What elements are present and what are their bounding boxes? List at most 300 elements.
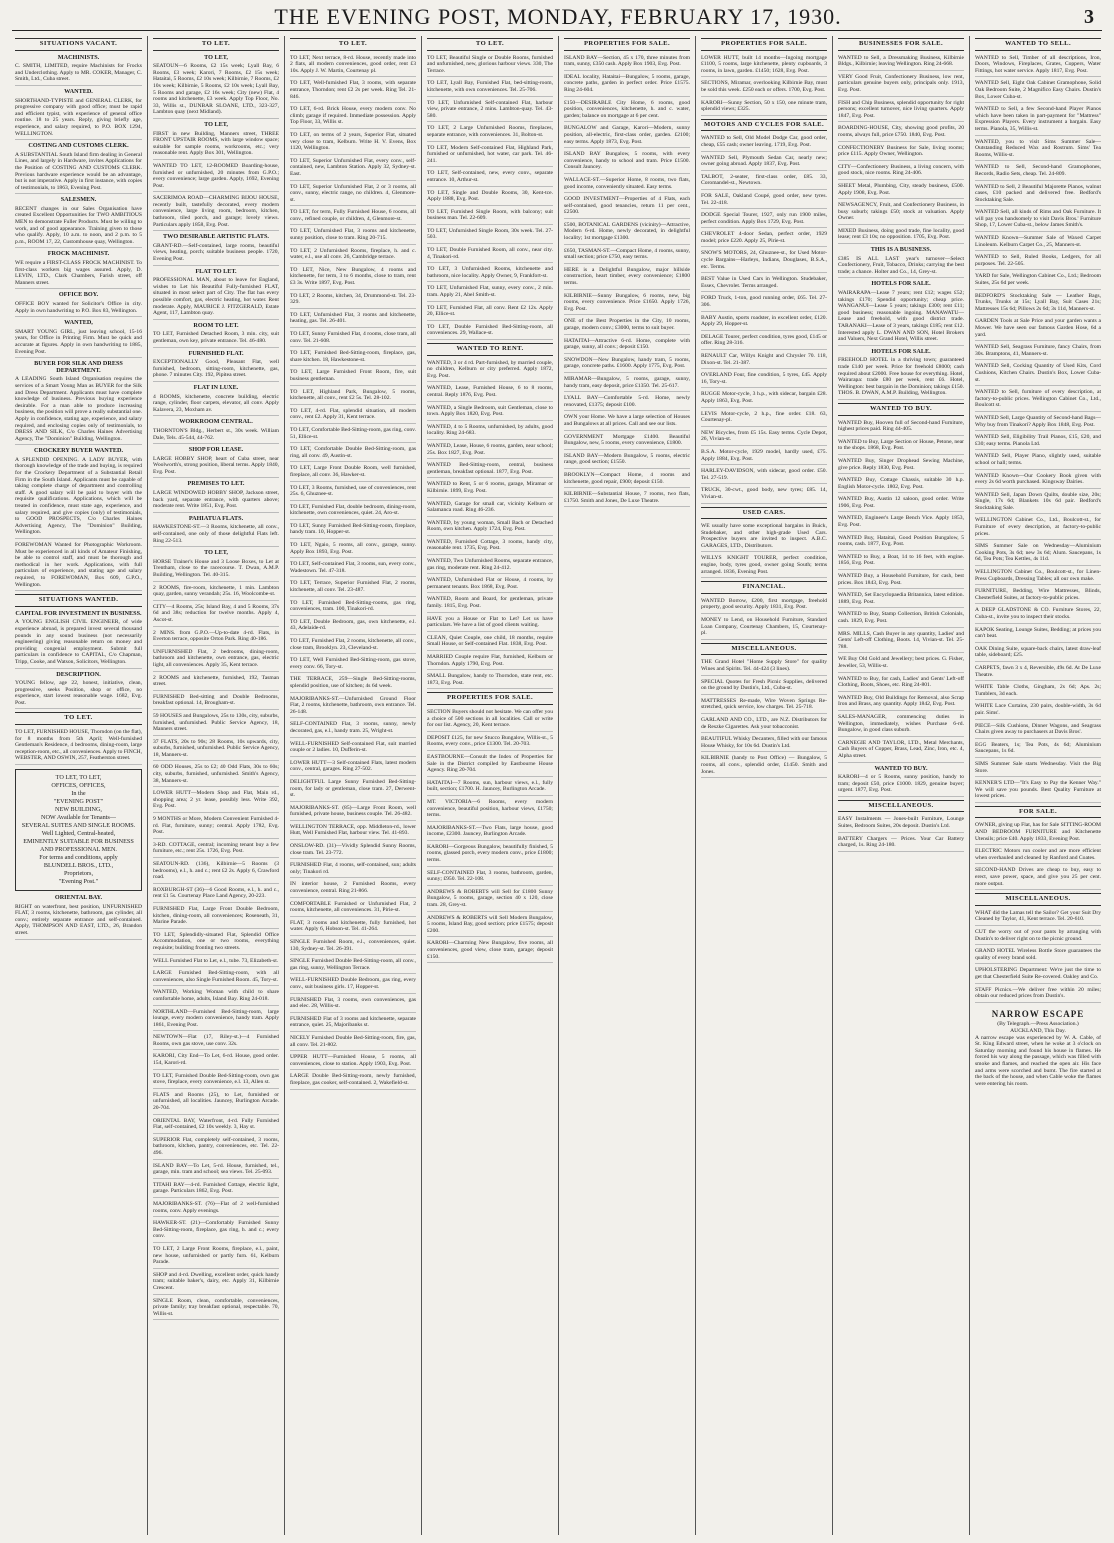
classified-ad (153, 713, 279, 736)
classified-ad (290, 1035, 416, 1051)
ad-text: WANTED Sell, Plymouth Sedan Car, nearly new; owner going abroad. Apply 1837, Evg. Post. (701, 154, 827, 168)
classified-ad (153, 1272, 279, 1295)
ad-text: WELL-FURNISHED Double Bedroom, gas ring, every conv., suit business girls. 17, Hopper-st. (290, 977, 416, 990)
ad-text: WANTED to Buy, Stamp Collection, British Colonials, cash. 1829, Evg. Post. (838, 611, 964, 624)
classified-ad (15, 197, 142, 248)
classified-ad (701, 334, 827, 350)
classified-ad (427, 501, 553, 517)
ad-text: TO LET, FURNISHED HOUSE, Thorndon (on the flat), for 8 months from 5th April; Well-furnished Gentleman's Residence, 4 bedrooms, dining-room, large reception-room, etc., all conveniences. Apply to FINCH, WEBSTER, AND OSWIN, 257, Featherston street. (15, 729, 142, 762)
classified-ad (838, 183, 964, 199)
ad-text: ISLAND BAY—To Let, 5-rd. House, furnished, tel., garage, min. tram and school; sea views. Tel. 25-093. (153, 1162, 279, 1176)
classified-ad (975, 627, 1101, 643)
classified-ad (564, 472, 690, 488)
ad-text: WANTED Buy, Singer Drophead Sewing Machine, give price. Reply 1830, Evg. Post. (838, 457, 964, 471)
classified-ad (975, 492, 1101, 515)
classified-ad (701, 698, 827, 714)
ad-text: WE Buy Old Gold and Jewellery; best prices. G. Fisher, Jeweller, 53, Willis-st. (838, 656, 964, 669)
ad-text: IDEAL locality, Hataitai—Bungalow, 5 rooms, garage, concrete paths, garden in perfect order. Price £1575. Ring 24-604. (564, 73, 690, 93)
ad-text: WELL-FURNISHED Self-contained Flat, suit married couple or 2 ladies. 10, Dufferin-st. (290, 740, 416, 754)
classified-ad (838, 228, 964, 244)
classified-ad (153, 385, 279, 416)
classified-ad (975, 822, 1101, 845)
classified-ad (975, 517, 1101, 540)
classified-ad (15, 729, 142, 765)
ad-text: TO LET, Next terrace, 8-rd. House, recently made into 2 flats, all modern conveniences, good order, rent £3 10s. Apply J. W. Martin, Courtenay pl. (290, 54, 416, 74)
classified-ad (290, 389, 416, 405)
classified-ad (701, 755, 827, 778)
ad-text: WANTED Sell, all kinds of Rims and Oak Furniture. It will pay you handsomely to visit Davis Bros.' Furniture Shop, 17, Lower Cuba-st., below James Smith's. (975, 209, 1101, 229)
classified-ad (427, 125, 553, 141)
ad-text: TO LET, 2 Large Unfurnished Rooms, fireplaces, separate entrance, with conveniences. 31, Bolton-st. (427, 125, 553, 138)
classified-ad (427, 80, 553, 96)
classified-ad (975, 987, 1101, 1003)
ad-text: WELL Furnished Flat to Let, e.l., tube. 73, Elizabeth-st. (153, 957, 279, 964)
classified-ad (838, 100, 964, 123)
classified-ad (564, 318, 690, 334)
ad-text: UPPER HUTT—Furnished House, 5 rooms, all conveniences, close to station. Apply 1903, Evg. Post. (290, 1054, 416, 1067)
ad-text: WANTED to Sell, 2 Beautiful Majorette Pianos, walnut cases, £10 packed and delivered free. Bedford's Stocktaking Sale. (975, 183, 1101, 203)
classified-ad (701, 411, 827, 427)
ad-text: LOWER HUTT—3 Self-contained Flats, latest modern conv., central, garages. Ring 27-502. (290, 759, 416, 773)
ad-heading: WORKROOM CENTRAL. (179, 418, 253, 426)
ad-text: TO LET, 2 Unfurnished Rooms, fireplace, h. and c. water, e.l., use all conv. 26, Cambridge terrace. (290, 247, 416, 261)
ad-text: SEATOUN—6 Rooms, £2 15s week; Lyall Bay, 6 Rooms, £3 week; Karori, 7 Rooms, £2 15s week; Hataitai, 5 Rooms, £2 10s week; Kilbirnie, 7 Rooms, £2 10s week; Kilbirnie, 5 Rooms, £2 10s week; Lyall Bay, 5 Rooms and garage, £2 16s week; City (new) Flat, 4 rooms and kitchenette, £3 week. Apply Top Floor, No. 33, Willis st., DUNBAR SLOANE, LTD., 323-327, Lambton quay (next Midland). (153, 63, 279, 116)
classified-ad (564, 357, 690, 373)
ad-text: C. SMITH, LIMITED, require Machinists for Frocks and Underclothing. Apply to MR. COKER, Manager, C. Smith, Ltd., Cuba street. (15, 63, 142, 83)
classified-ad (975, 55, 1101, 78)
section-heading: TO LET. (15, 712, 142, 725)
section-heading: BUSINESSES FOR SALE. (838, 38, 964, 51)
classified-ad (290, 977, 416, 993)
ad-text: LARGE Furnished Bed-Sitting-room, with all conveniences, also Single Furnished Room. 45, Tory-st. (153, 970, 279, 983)
ad-text: TO LET, Furnished Bed-Sitting-rooms, gas ring, conveniences, tram. 100, Tinakori-rd. (290, 599, 416, 613)
classified-ad (153, 1009, 279, 1032)
ad-text: PROFESSIONAL MAN, about to leave for England, wishes to Let his Beautiful Fully-furnished FLAT, situated in most select part of City. The flat has every possible comfort, gas, electric heating, hot water. Rent moderate. Apply, MAURICE J. FITZGERALD, Estate Agent, 117, Lambton quay. (153, 277, 279, 317)
classified-ad (153, 906, 279, 929)
classified-ad (701, 717, 827, 733)
masthead-title: THE EVENING POST, MONDAY, FEBRUARY 17, 1930. (274, 4, 842, 29)
classified-ad (153, 816, 279, 839)
ad-text: NEWSAGENCY, Fruit, and Confectionery Business, in busy suburb; takings £50; stock at valuation. Apply Owner. (838, 202, 964, 222)
classified-ad (153, 764, 279, 787)
classified-ad (427, 55, 553, 78)
classified-ad (427, 424, 553, 440)
ad-text: TO LET, Furnished Flat, 2 rooms, kitchenette, all conv., close tram, Brooklyn. 23, Cleveland-st. (290, 638, 416, 651)
classified-ad (975, 929, 1101, 945)
classified-ad (153, 55, 279, 119)
classified-ad (975, 473, 1101, 489)
ad-text: TO LET, Unfurnished Flat, 3 rooms and kitchenette, sunny position, close to tram. Ring 20-715. (290, 228, 416, 242)
classified-ad (838, 420, 964, 436)
ad-heading: TO LET, (204, 549, 228, 557)
ad-text: FREEHOLD HOTEL in a thriving town; guaranteed trade £140 per week. Price for freehold £8000; cash required about £2000. Free house for everything. Hotel, Wairarapa: trade £80 per week, rent £6. Hotel, Wellington: best bargain in the Dominion; takings £150. THOS. B. DWAN, A.M.P. Building, Wellington. (838, 357, 964, 397)
classified-ad (975, 254, 1101, 270)
ad-text: SNOW'S MOTORS, 24, Ghuznee-st., for Used Motor-cycle Bargains—Harleys, Indians, Douglases, B.S.A., etc. Terms. (701, 250, 827, 270)
ad-heading: CAPITAL FOR INVESTMENT IN BUSINESS. (15, 609, 142, 617)
ad-text: HAWKESTONE-ST.—3 Rooms, kitchenette, all conv., self-contained, one only of those delightful Flats left. Ring 22-513. (153, 524, 279, 544)
classified-ad (290, 158, 416, 181)
ad-text: LOWER HUTT, built 14 months—Ingoing mortgage £1100, 5 rooms, large kitchenette, plenty cupboards, 3 rooms, in lawn, garden. £1450; 1628, Evg. Post. (701, 54, 827, 74)
ad-text: FURNISHED Flat of 3 rooms and kitchenette, separate entrance, quiet. 25, Majoribanks st. (290, 1015, 416, 1029)
classified-ad (153, 516, 279, 547)
classified-ad (838, 349, 964, 400)
classified-ad (564, 151, 690, 174)
classified-ad (427, 654, 553, 670)
ad-text: FURNITURE, Bedding, Wire Mattresses, Blinds, Chesterfield Suites, at factory-to-public prices. (975, 588, 1101, 601)
ad-text: VERY Good Fruit, Confectionery Business, low rent, particulars genuine buyers only, principals only. 1913, Evg. Post. (838, 73, 964, 93)
ad-text: OWNER, giving up Flat, has for Sale SITTING-ROOM AND BEDROOM FURNITURE and Kitchenette Utensils; price £40. Apply 1833, Evening Post. (975, 822, 1101, 842)
ad-text: SNOWDON—New Bungalow, handy tram, 5 rooms, garage, concrete paths. £1600. Apply 1775, Evg. Post. (564, 356, 690, 370)
ad-text: B.S.A. Motor-cycle, 1929 model, hardly used, £75. Apply 1884, Evg. Post. (701, 448, 827, 462)
classified-ad (701, 679, 827, 695)
classified-ad (701, 193, 827, 209)
ad-text: EXCEPTIONALLY Good, Pleasant Flat, well furnished, bedroom, sitting-room, kitchenette, gas, phone. 7 minutes City. 192, Pipitea street. (153, 359, 279, 379)
ad-text: TO LET, Superior Unfurnished Flat, 2 or 3 rooms, all conv., sunny, electric range, no children. 4, Glenmore-st. (290, 183, 416, 203)
ad-heading: TWO DESIRABLE ARTISTIC FLATS. (163, 233, 269, 241)
ad-text: WANTED to Buy, Large Section or House, Petone, near to the shops. 1868, Evg. Post. (838, 438, 964, 452)
section-heading: SITUATIONS WANTED. (15, 594, 142, 607)
ad-text: £150—DESIRABLE City Home, 6 rooms, good position, conveniences, kitchenette, h. and c. water, garden; balance on mortgage at 6 per cent. (564, 99, 690, 119)
classified-ad (975, 139, 1101, 162)
ad-text: WANTED to Sell, Old Model Dodge Car, good order, cheap, £55 cash; owner leaving. 1719, Evg. Post. (701, 135, 827, 148)
classified-ad (153, 447, 279, 478)
ad-text: KARORI—Sunny Section, 50 x 150, one minute tram, splendid views; £325. (701, 99, 827, 113)
classified-ad (427, 673, 553, 689)
classified-ad (427, 799, 553, 822)
box-line: In the (71, 790, 86, 798)
ad-text: DODGE Special Tourer, 1927, only run 1900 miles, perfect condition. Apply Box 1729, Evg. Post. (701, 212, 827, 225)
ad-text: WANTED Sell, Eight Oak Cabinet Gramophone, Solid Oak Bedroom Suite, 2 Magnifico Easy Chairs. Dustin's Box, Lower Cuba-st. (975, 80, 1101, 100)
section-heading: FINANCIAL. (701, 581, 827, 594)
box-line: OFFICES, OFFICES, (51, 782, 106, 790)
column-2 (147, 36, 284, 1535)
ad-text: FOREWOMAN Wanted for Photographic Workroom. Must be experienced in all kinds of Amateur Finishing, be able to control staff, and must be thorough and methodical in her work. Applications, with full particulars of experience, and stating age and salary required, to FOREWOMAN, Box 609, G.P.O., Wellington. (15, 542, 142, 588)
ad-text: SEATOUN-RD. (136), Kilbirnie—5 Rooms (3 bedrooms), e.l., h. and c.; rent £2 2s. Apply 6, Crawford road. (153, 861, 279, 881)
classified-ad (564, 395, 690, 411)
box-line: BLUNDELL BROS., LTD., (43, 862, 114, 870)
ad-text: EGG Beaters, 1s; Tea Pots, 4s 6d; Aluminium Saucepans, 1s 6d. (975, 741, 1101, 755)
section-heading: MISCELLANEOUS. (975, 893, 1101, 906)
ad-text: KARORI—Gorgeous Bungalow, beautifully finished, 5 rooms, glassed porch, every modern conv., price £1800; terms. (427, 843, 553, 864)
ad-text: WILLYS KNIGHT TOURER, perfect condition, engine, body, tyres good, owner going South; terms arranged. 1836, Evening Post. (701, 555, 827, 575)
section-heading: MISCELLANEOUS. (838, 800, 964, 813)
classified-ad (153, 989, 279, 1005)
ad-text: WANTED, Room and Board, for gentleman, private family. 1815, Evg. Post. (427, 596, 553, 610)
classified-ad (15, 143, 142, 194)
ad-text: WANTED TO LET, 12-ROOMED Boarding-house, furnished or unfurnished, 20 minutes from G.P.O.; every convenience; large garden. Apply, 1692, Evening Post. (153, 162, 279, 189)
classified-ad (427, 405, 553, 421)
ad-text: GOOD INVESTMENT—Properties of 4 Flats, each self-contained, good tenancies, return 11 per cent., £2500. (564, 196, 690, 216)
ad-text: YARD for Sale, Wellington Cabinet Co., Ltd.; Bedroom Suites, 25s 6d per week. (975, 273, 1101, 287)
ad-text: DELAGE Tourer, perfect condition, tyres good, £145 or offer. Ring 28-316. (701, 333, 827, 347)
classified-ad (838, 515, 964, 531)
ad-heading: OFFICE BOY. (58, 291, 99, 299)
ad-text: ROXBURGH-ST (36)—6 Good Rooms, e.l., h. and c., rent £1 5s. Courtenay Place Land Agency, 20-223. (153, 886, 279, 900)
classified-ad (290, 293, 416, 309)
ad-text: HAWKER-ST. (21)—Comfortably Furnished Sunny Bed-Sitting-room, fireplace, gas ring, h. and c.; every conv. (153, 1220, 279, 1240)
classified-ad (15, 292, 142, 317)
ad-text: A DEEP GLADSTONE & CO. Furniture Stores, 22, Cuba-st., invite you to inspect their stocks. (975, 607, 1101, 620)
ad-text: RECENT changes in our Sales Organisation have created Excellent Opportunities for TWO AMBITIOUS MEN to demonstrate Fuller Products. Must be willing to work, and of good appearance. Training given to those who qualify. Apply, 10 a.m. to noon, and 2 p.m. to 5 p.m., ROOM 17, 22, Customhouse quay, Wellington. (15, 205, 142, 245)
ad-text: LEVIS Motor-cycle, 2 h.p., fine order. £18. 63, Courtenay-pl. (701, 410, 827, 424)
classified-ad (15, 542, 142, 591)
classified-ad (153, 970, 279, 986)
ad-text: 60 ODD Houses, 25s to £2; 40 Odd Flats, 30s to 60s; city, suburbs, furnished, unfurnished. Smith's Agency, 38, Manners-st. (153, 764, 279, 784)
ad-text: SMART YOUNG GIRL, just leaving school, 15-16 years, for Office in Printing Firm. Must be quick and accurate at figures. Apply in own handwriting to 1885, Evening Post. (15, 328, 142, 355)
classified-ad (975, 588, 1101, 604)
ad-text: WANTED, a Single Bedroom, suit Gentleman, close to town. Apply Box 1820, Evg. Post. (427, 404, 553, 418)
ad-text: TO LET, Large Furnished Front Room, fire, suit business gentleman. (290, 369, 416, 382)
ad-heading: PREMISES TO LET. (187, 480, 245, 488)
section-heading: WANTED TO BUY. (838, 403, 964, 416)
ad-text: SINGLE Room, clean, comfortable, conveniences, private family; tray breakfast optional, respectable. 70, Willis-st. (153, 1297, 279, 1317)
classified-ad (153, 585, 279, 601)
classified-ad (153, 419, 279, 444)
classified-ad (290, 638, 416, 654)
classified-ad (153, 550, 279, 581)
ad-text: MATTRESSES Re-made, Wire Woven Springs Re-stretched, quick service, low charges. Tel. 25-718. (701, 697, 827, 711)
classified-ad (290, 485, 416, 501)
ad-text: WHITE Table Cloths, Gingham, 2s 6d; Aps. 2s; Tumblers, 3d each. (975, 684, 1101, 697)
classified-ad (153, 1246, 279, 1269)
classified-ad (975, 867, 1101, 890)
classified-ad (564, 293, 690, 316)
ad-text: BUNGALOW and Garage, Karori—Modern, sunny position, all-electric, first-class order, garden. £2100; easy terms. Apply 1873, Evg. Post. (564, 125, 690, 145)
ad-text: UNFURNISHED Flat, 2 bedrooms, dining-room, bathroom and kitchenette, own entrance, gas, electric light, all conveniences. Apply 35, Kent terrace. (153, 648, 279, 668)
classified-ad (838, 676, 964, 692)
ad-text: WANTED Buy, Hataitai, Good Position Bungalow, 5 rooms, cash. 1877, Evg. Post. (838, 534, 964, 548)
ad-text: SECTION Buyers should not hesitate. We can offer you a choice of 500 sections in all localities. Call or write for our list. Agency, 20, Kent terrace. (427, 708, 553, 729)
ad-text: WELLINGTON TERRACE, opp. Middleton-rd., lower Hutt, Well Furnished Flat, harbour view. Tel. 41-893. (290, 823, 416, 837)
classified-ad (701, 276, 827, 292)
classified-ad (701, 80, 827, 96)
classified-ad (290, 465, 416, 481)
section-heading: SITUATIONS VACANT. (15, 38, 142, 51)
classified-ad (975, 80, 1101, 103)
ad-text: SIMS Summer Sale on Wednesday—Aluminium Cooking Pots, 3s 6d; new 3s 6d; Alum. Saucepans, 1s 6d, Tea Pots; Tea Kettles, 4s 11d. (975, 543, 1101, 563)
classified-ad (15, 895, 142, 940)
column-5 (558, 36, 695, 1535)
classified-ad (564, 196, 690, 219)
classified-ad (838, 74, 964, 97)
ad-text: FORD Truck, 1-ton, good running order, £65. Tel. 27-306. (701, 295, 827, 309)
box-line: Well Lighted, Central-heated, (41, 830, 116, 838)
classified-ad (975, 106, 1101, 135)
ad-text: KAPOK Seating, Lounge Suites, Bedding; at prices you can't beat. (975, 626, 1101, 640)
ad-text: A YOUNG ENGLISH CIVIL ENGINEER, of wide experience abroad, is prepared invest several thousand pounds in any sound business (not necessarily engineering) giving reasonable return on money and providing congenial employment. Submit full particulars in confidence to CAPITAL, C/o Chapman, Tripp, Cooke, and Watson, Solicitors, Wellington. (15, 619, 142, 665)
classified-ad (153, 1073, 279, 1089)
classified-ad (153, 351, 279, 382)
ad-text: 3-RD. COTTAGE, central; incoming tenant buy a few furniture, etc.; rent 25s. 1726, Evg. Post. (153, 841, 279, 855)
ad-text: BEST Value in Used Cars in Wellington. Studebaker, Essex, Chevrolet. Terms arranged. (701, 276, 827, 289)
classified-ad (290, 248, 416, 264)
ad-text: NEW Bicycles, from £5 15s. Easy terms. Cycle Depot, 26, Vivian-st. (701, 429, 827, 443)
ad-text: WANTED to Rent, 5 or 6 rooms, garage, Miramar or Kilbirnie. 1899, Evg. Post. (427, 481, 553, 494)
classified-ad (701, 250, 827, 273)
classified-ad (564, 248, 690, 264)
ad-text: FLATS and Rooms (25), to Let, furnished or unfurnished, all localities. Jauncey, Burlington Arcade. 20-704. (153, 1091, 279, 1112)
classified-ad (701, 155, 827, 171)
box-line: "EVENING POST" (53, 798, 104, 806)
ad-text: WANTED Buy, Austin 12 saloon, good order. Write 1906, Evg. Post. (838, 496, 964, 509)
ad-text: HORSE Trainer's House and 3 Loose Boxes, to Let at Trentham, close to the racecourse. T. Dwan, A.M.P. Building, Wellington. Tel. 40-315. (153, 558, 279, 578)
classified-ad (290, 657, 416, 673)
ad-text: BEDFORD'S Stocktaking Sale — Leather Bags, Trunks, Trunks at 15s; Lyall Bay, Suit Cases 21s; Mattresses 15s 6d; Pillows 2s 6d; 3s 11d, Manners-st. (975, 292, 1101, 312)
section-heading: MISCELLANEOUS. (701, 643, 827, 656)
ad-text: TO LET, Single and Double Rooms, 30, Kent-tce. Apply 1888, Evg. Post. (427, 189, 553, 203)
section-heading: USED CARS. (701, 507, 827, 520)
ad-text: BATTERY Chargers — Prices. Your Car Battery charged, 1s. Ring 24-180. (838, 835, 964, 849)
ad-text: FURNISHED Bed-sitting and Double Bedrooms, breakfast optional. 14, Brougham-st. (153, 693, 279, 707)
classified-ad (290, 721, 416, 737)
classified-ad (701, 430, 827, 446)
ad-text: ISLAND BAY—Section, 45 x 170, three minutes from tram, sunny, £350 cash. Apply Box 1903, Evg. Post. (564, 54, 690, 68)
classified-ad (290, 504, 416, 520)
ad-text: WANTED Buy, Old Buildings for Removal, also Scrap Iron and Brass, any quantity. Apply 1842, Evg. Post. (838, 694, 964, 708)
ad-text: NICELY Furnished Double Bed-Sitting-room, fire, gas, all conv. Tel. 21-802. (290, 1034, 416, 1048)
classified-ad (838, 816, 964, 832)
classified-ad (838, 477, 964, 493)
ad-text: GOVERNMENT Mortgage £1400. Beautiful Bungalow, new, 5 rooms, every convenience, £1800. (564, 433, 690, 447)
classified-ad (290, 1073, 416, 1089)
ad-text: FLAT, 3 rooms and kitchenette, fully furnished, hot water. Apply 6, Hobson-st. Tel. 41-264. (290, 919, 416, 933)
ad-text: TO LET, Self-contained Flat, 3 rooms, sun, every conv., Wadestown. Tel. 47-318. (290, 561, 416, 574)
article-headline: NARROW ESCAPE (991, 1008, 1085, 1019)
classified-ad (290, 862, 416, 878)
ad-text: PIECE—Silk Cushions, Dinner Wagons, and Seagrass Chairs given away to purchasers at Davis Bros'. (975, 722, 1101, 736)
classified-ad (427, 443, 553, 459)
classified-ad (153, 1118, 279, 1134)
classified-ad (290, 427, 416, 443)
ad-text: 9 MONTHS or More, Modern Convenient Furnished 4-rd. Flat, furniture, sunny; central. Apply 1782, Evg. Post. (153, 816, 279, 836)
classified-ad (153, 1298, 279, 1321)
classified-ad (290, 312, 416, 328)
classified-ad (290, 408, 416, 424)
ad-text: 59 HOUSES and Bungalows, 25s to 130s, city, suburbs, furnished, unfurnished. Public Service Agency, 18, Manners street. (153, 712, 279, 733)
ad-text: TO LET, 3 Rooms, furnished, use of conveniences, rent 25s. 6, Ghuznee-st. (290, 484, 416, 498)
ad-text: CONFECTIONERY Business for Sale, living rooms; price £115. Apply Owner, Wellington. (838, 144, 964, 158)
ad-text: WHAT did the Lamas tell the Sailor? Get your Suit Dry Cleaned by Taylor, 41, Kent terrace. Tel. 20-610. (975, 909, 1101, 923)
ad-text: HARLEY-DAVIDSON, with sidecar, good order. £50. Tel. 27-519. (701, 468, 827, 481)
classified-ad (427, 462, 553, 478)
classified-ad (838, 535, 964, 551)
box-line: Proprietors, (63, 870, 94, 878)
ad-text: TO LET, Unfurnished Single Room, 30s week. Tel. 27-503. (427, 227, 553, 241)
classified-ad (153, 649, 279, 672)
classified-ad (290, 619, 416, 635)
classified-ad (701, 212, 827, 228)
classified-ad (975, 967, 1101, 983)
ad-text: WANTED, by young woman, Small Bach or Detached Room, own kitchen. Apply 1724, Evg. Post. (427, 519, 553, 533)
classified-ad (290, 881, 416, 897)
classified-ad (564, 100, 690, 123)
ad-text: ANDREWS & ROBERTS will Sell for £1800 Sunny Bungalow, 5 rooms, garage, section 40 x 120, close tram. 28, Grey-st. (427, 888, 553, 909)
ad-text: ONE of the Best Properties in the City, 10 rooms, garage, modern conv.; £3000, terms to suit buyer. (564, 318, 690, 331)
masthead (12, 4, 1102, 31)
ad-text: TO LET, Sunny Furnished Flat, 4 rooms, close tram, all conv. Tel. 21-608. (290, 331, 416, 344)
ad-heading: SHOP FOR LEASE. (188, 446, 244, 454)
ad-heading: TO LET, (204, 53, 228, 61)
classified-ad (975, 453, 1101, 469)
ad-text: SPECIAL Quotes for Fresh Picnic Supplies, delivered on the ground by Dustin's, Ltd., Cuba-st. (701, 678, 827, 692)
classified-ad (701, 598, 827, 614)
ad-text: CHEVROLET 4-door Sedan, perfect order, 1929 model; price £220. Apply 25, Pirie-st. (701, 231, 827, 244)
ad-text: TO LET, Furnished Single Room, with balcony; suit business man. Tel. 22-609. (427, 208, 553, 222)
ad-text: TO LET, Sunny Furnished Bed-Sitting-room, fireplace, handy tram. 10, Hopper-st. (290, 522, 416, 536)
classified-ad (975, 780, 1101, 803)
ad-text: SELF-CONTAINED Flat, 3 rooms, bathroom, garden, sunny; £950. Tel. 22-108. (427, 869, 553, 883)
ad-heading: FLAT IN LUXE. (193, 383, 239, 391)
ad-text: SINGLE Furnished Room, e.l., conveniences, quiet. 130, Sydney-st. Tel. 26-391. (290, 939, 416, 952)
ad-text: SALES-MANAGER, commencing duties in Wellington, immediately, wishes Purchase 6-rd. Bungalow, in good class suburb. (838, 713, 964, 734)
ad-text: WAIRARAPA—Lease 7 years; rent £12; wages £52; takings £170; Spendid opportunity; cheap price. WANGANUI—Lease 5 years; takings £300; rent £11; good business; reasonable ingoing. MANAWATU—Lease and freehold, with good district trade. TARANAKI—Lease of 3 years, takings £185; rent £12. Interested apply L. DWAN AND SON, Hotel Brokers and Valuers, Next Grand Hotel, Willis street. (838, 290, 964, 343)
ad-text: TO LET, on terms of 2 years, Superior Flat, situated very close to tram, Kelburn. Write H. V. Evens, Box 1120, Wellington. (290, 131, 416, 152)
classified-ad (975, 646, 1101, 662)
ad-text: ANDREWS & ROBERTS will Sell Modern Bungalow, 5 rooms, Island Bay, good section; price £1575; deposit £200. (427, 914, 553, 934)
classified-ad (290, 209, 416, 225)
classified-ad (290, 939, 416, 955)
ad-heading: FLAT TO LET. (195, 267, 237, 275)
ad-text: WANTED, Garage for small car, vicinity Kelburn or Salamanca road. Ring 46-236. (427, 500, 553, 514)
column-1 (10, 36, 147, 1535)
classified-ad (701, 659, 827, 675)
classified-ad (975, 703, 1101, 719)
ad-text: WE require a FIRST-CLASS FROCK MACHINIST. To first-class workers big wages assured. Apply, D. LEVIN, LTD., Clark Chambers, Farish street, off Manners street. (15, 260, 142, 286)
ad-heading: WANTED. (64, 87, 93, 95)
ad-text: WE usually have some exceptional bargains in Buick, Studebaker, and other high-grade Used Cars. Prospective buyers are invited to inspect. A.B.C. GARAGES, LTD., Distributors. (701, 523, 827, 549)
classified-ad (838, 631, 964, 654)
ad-text: ORIENTAL BAY, Waterfront, 4-rd. Fully Furnished Flat, self-contained, £2 10s weekly. 3, Hay st. (153, 1117, 279, 1131)
classified-ad (427, 360, 553, 383)
classified-ad (427, 539, 553, 555)
ad-text: CUT the worry out of your pants by arranging with Dustin's to deliver right on to the picnic ground. (975, 929, 1101, 942)
ad-heading: CROCKERY BUYER WANTED. (34, 447, 123, 455)
classified-ad (153, 234, 279, 265)
classified-ad (427, 266, 553, 282)
classified-ad (290, 997, 416, 1013)
ad-text: LARGE Double Bed-Sitting-room, newly furnished, fireplace, gas cooker, self-contained. 2, Wakefield-st. (290, 1073, 416, 1086)
classified-ad (427, 616, 553, 632)
ad-text: TO LET, Furnished Bed-Sitting-room, fireplace, gas, share kitchen. 18, Hawkestone-st. (290, 350, 416, 363)
classified-ad (838, 656, 964, 672)
classified-ad (975, 723, 1101, 739)
ad-text: GRANT-RD.—Self-contained, large rooms, beautiful views, heating, porch; suitable business people. 1720, Evening Post. (153, 242, 279, 263)
ad-text: THE TERRACE, 259—Single Bed-Sitting-rooms, splendid position, use of kitchen; 4s 6d week. (290, 676, 416, 689)
ad-text: TO LET, Furnished Flat, all conv. Rent £2 12s. Apply 20, Ellice-st. (427, 304, 553, 318)
section-heading: TO LET. (153, 38, 279, 51)
classified-ad (564, 55, 690, 71)
classified-ad (975, 684, 1101, 700)
ad-text: WANTED, Unfurnished Flat or House, 4 rooms, by permanent tenants. Box 1868, Evg. Post. (427, 577, 553, 590)
ad-text: THE Grand Hotel "Home Supply Store" for quality Wines and Spirits. Tel. 44-424 (3 lines). (701, 659, 827, 672)
columns (10, 36, 1106, 1535)
classified-ad (838, 281, 964, 345)
ad-text: SINGLE Furnished Double Bed-Sitting-room, all conv., gas ring, sunny, Wellington Terrace. (290, 958, 416, 971)
ad-text: BOARDING-HOUSE, City, showing good profits, 20 rooms, always full, price £750. 1840, Evg. Post. (838, 125, 964, 138)
classified-ad (290, 580, 416, 596)
ad-text: WANTED, Engineer's Large Bench Vice. Apply 1853, Evg. Post. (838, 515, 964, 529)
classified-ad (838, 164, 964, 180)
ad-text: WANTED Borrow, £200, first mortgage, freehold property, good security. Apply 1831, Evg. Post. (701, 597, 827, 611)
ad-text: BROOKLYN—Compact Home, 4 rooms and kitchenette, good repair, £900; deposit £150. (564, 471, 690, 485)
classified-ad (975, 948, 1101, 964)
classified-ad (290, 542, 416, 558)
ad-text: MIXED Business, doing good trade, fine locality, good lease; rent £3 10s; no opposition. 1705, Evg. Post. (838, 227, 964, 241)
ad-text: 4 ROOMS, kitchenette, concrete building, electric range, cylinder, floor carpets, elevator, all conv. Apply Kalavera, 23, Moxham av. (153, 393, 279, 413)
ad-text: £500, BOTANICAL GARDENS (vicinity)—Attractive, Modern 6-rd. Home, newly decorated, in delightful locality; 1st mortgage £1300. (564, 221, 690, 242)
classified-ad (564, 376, 690, 392)
classified-ad (838, 611, 964, 627)
